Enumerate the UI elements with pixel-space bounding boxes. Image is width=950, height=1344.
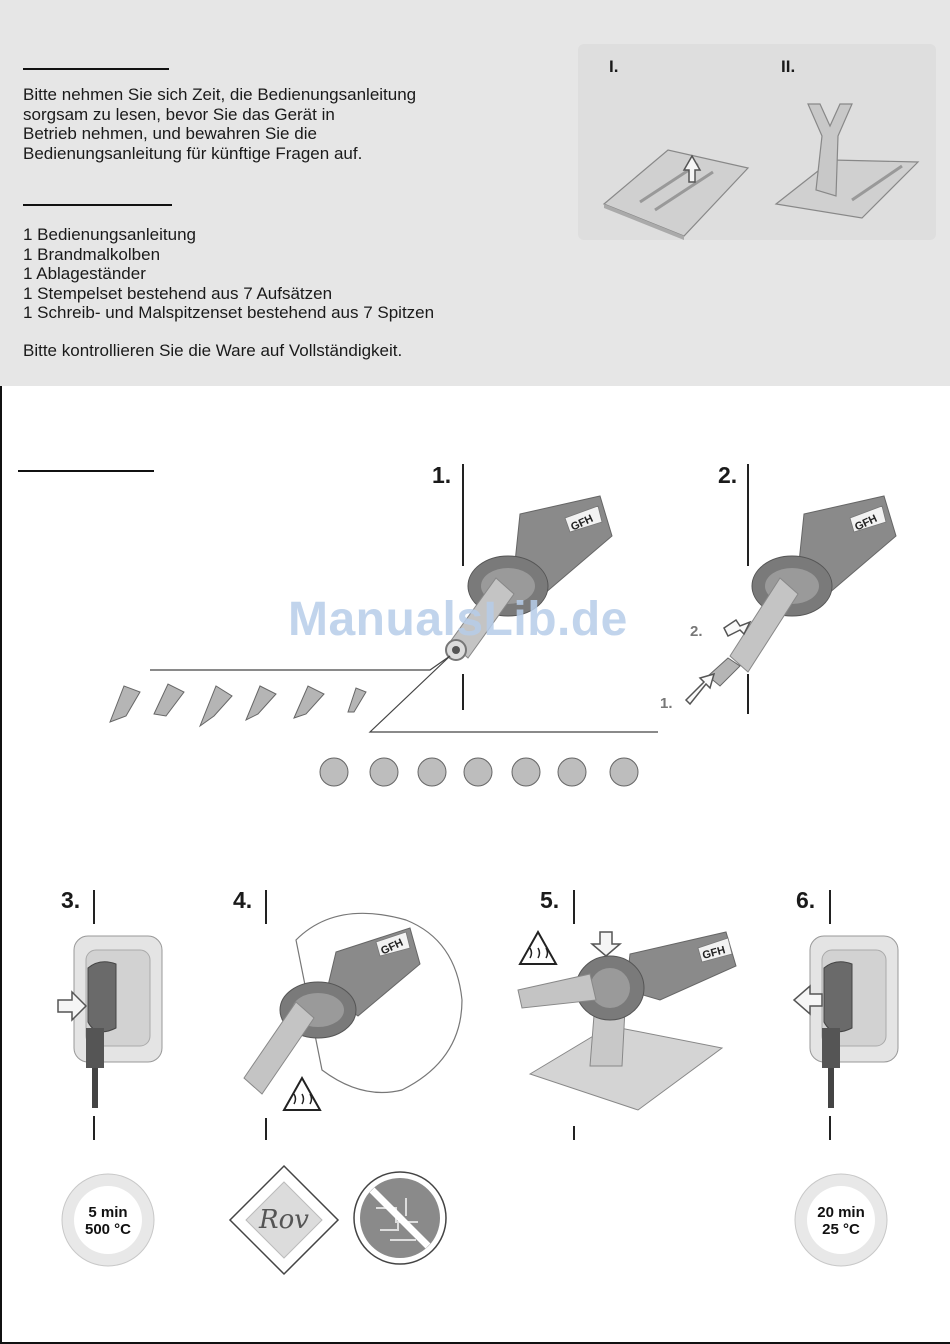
cool-down-temperature: 25 °C: [822, 1221, 860, 1238]
brand-label: GFH: [379, 936, 406, 958]
section-rule-contents: [23, 204, 172, 206]
heat-up-timer-dial: [58, 1170, 158, 1270]
section-rule-intro: [23, 68, 169, 70]
step-label-1: 1.: [432, 462, 452, 488]
wood-sample-icon: [228, 1164, 340, 1276]
step-label-3: 3.: [61, 887, 81, 913]
brand-label: GFH: [853, 512, 880, 534]
unplug-illustration: [786, 890, 916, 1140]
plug-in-illustration: [50, 890, 180, 1140]
stand-plate-flat: [600, 130, 760, 240]
heat-up-time: 5 min: [88, 1204, 128, 1221]
stamp-tips-row: [320, 758, 638, 786]
arrow-icon: [686, 674, 714, 704]
hot-surface-warning-icon: [520, 932, 556, 964]
stand-step-label-2: II.: [781, 57, 796, 76]
intro-line-4: Bedienungsanleitung für künftige Fragen auf.: [23, 143, 363, 163]
stand-step-label-1: I.: [609, 57, 619, 76]
contents-item: 1 Bedienungsanleitung: [23, 225, 196, 244]
contents-list: [23, 225, 434, 323]
substep-label-1: 1.: [660, 695, 673, 712]
contents-item: 1 Stempelset bestehend aus 7 Aufsätzen: [23, 283, 333, 303]
step-label-4: 4.: [233, 887, 253, 913]
no-circuit-board-icon: [350, 1168, 450, 1268]
completeness-note: Bitte kontrollieren Sie die Ware auf Vollständigkeit.: [23, 341, 403, 360]
step-label-6: 6.: [796, 887, 816, 913]
arrow-icon: [592, 932, 620, 956]
wood-sample-text: Rov: [259, 1205, 309, 1235]
step-label-2: 2.: [718, 462, 738, 488]
brand-label: GFH: [569, 512, 596, 534]
substep-label-2: 2.: [690, 623, 703, 640]
hot-surface-warning-icon: [284, 1078, 320, 1110]
cool-down-time: 20 min: [817, 1204, 865, 1221]
cool-down-timer-dial: [791, 1170, 891, 1270]
intro-line-3: Betrieb nehmen, und bewahren Sie die: [23, 124, 317, 143]
pen-on-stand-illustration: [500, 890, 760, 1140]
writing-tips-row: [110, 684, 366, 726]
stand-plate-assembled: [772, 100, 932, 220]
contents-item: 1 Schreib- und Malspitzenset bestehend aus 7 Spitzen: [23, 303, 435, 322]
hand-holding-pen-illustration: [226, 890, 466, 1140]
contents-item: 1 Ablageständer: [23, 264, 146, 283]
intro-line-2: sorgsam zu lesen, bevor Sie das Gerät in: [23, 104, 335, 124]
tip-insertion-illustration: [650, 460, 930, 720]
brand-label: GFH: [701, 944, 727, 962]
watermark: ManualsLib.de: [288, 593, 628, 646]
contents-item: 1 Brandmalkolben: [23, 244, 161, 264]
step-label-5: 5.: [540, 887, 560, 913]
intro-line-1: Bitte nehmen Sie sich Zeit, die Bedienungsanleitung: [23, 85, 417, 104]
heat-up-temperature: 500 °C: [84, 1221, 132, 1238]
